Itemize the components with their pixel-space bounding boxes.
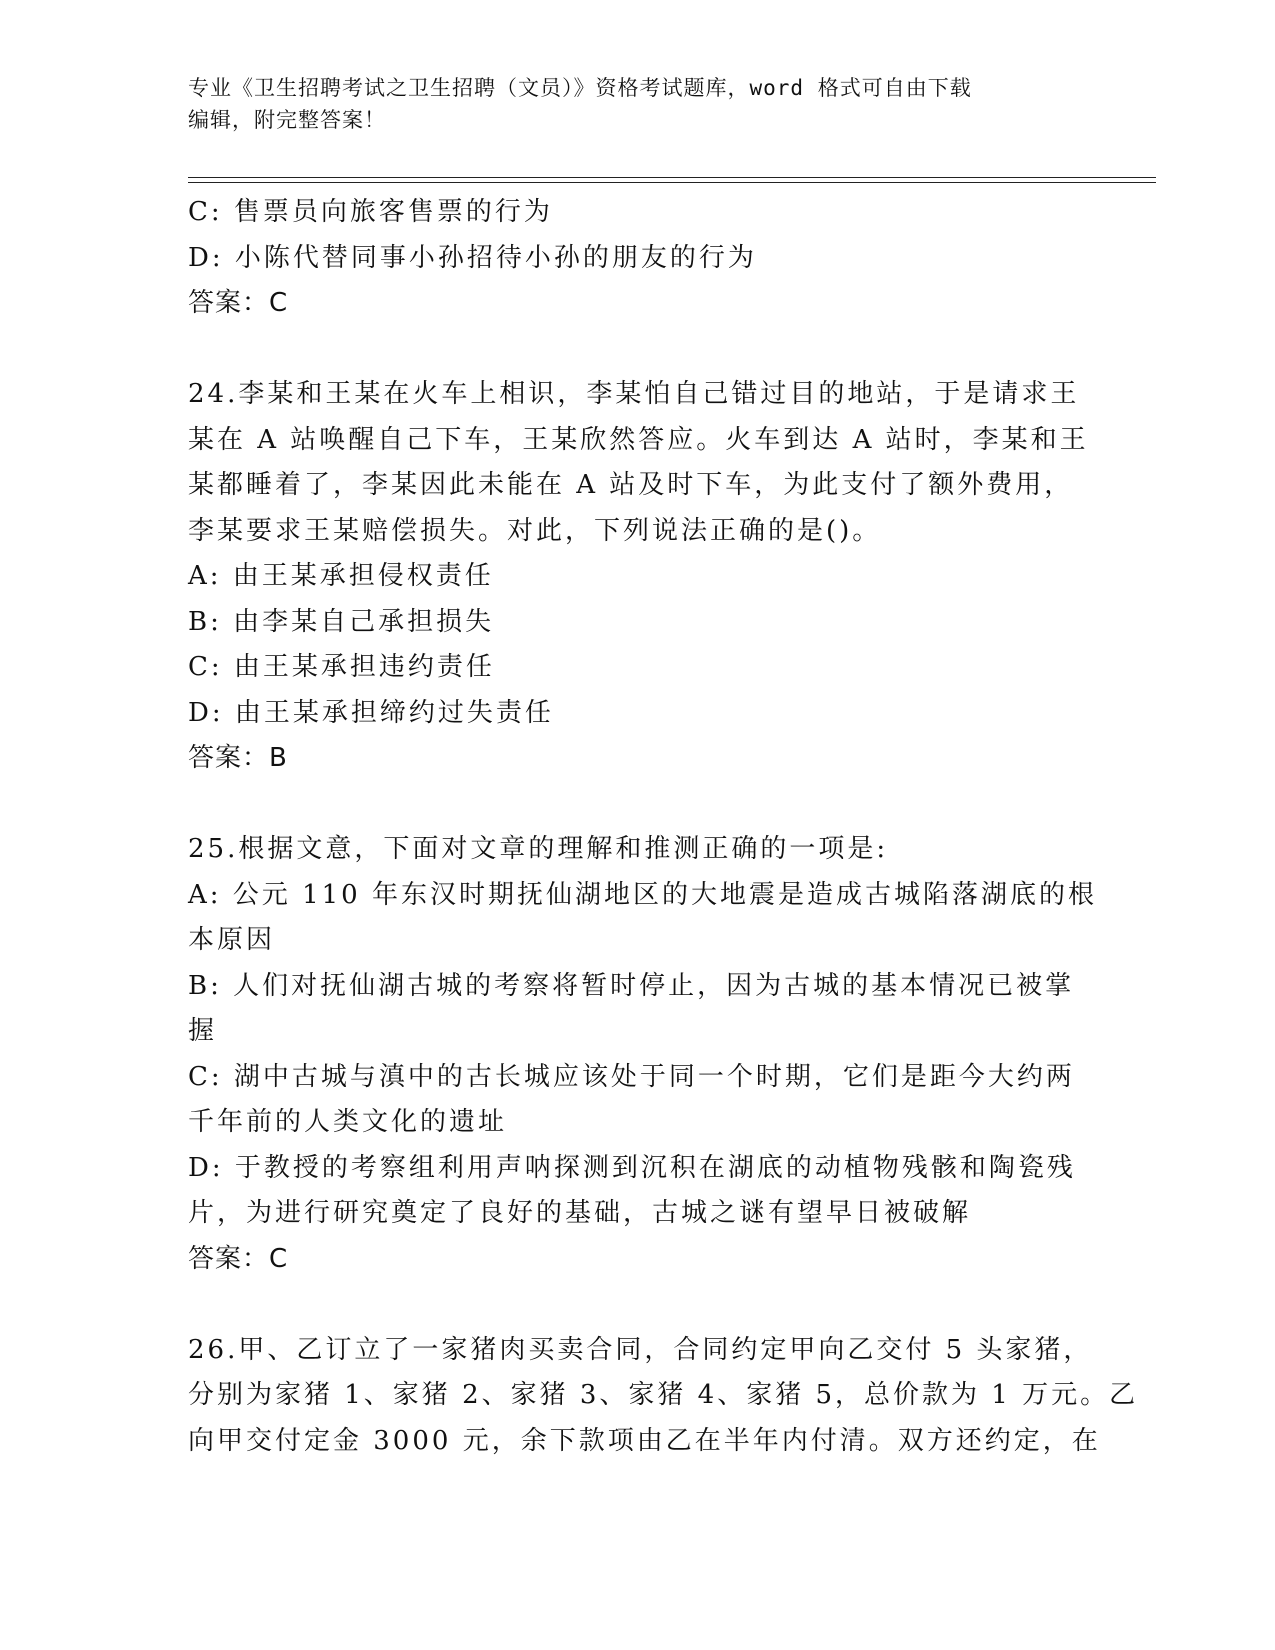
option-c: C: 湖中古城与滇中的古长城应该处于同一个时期，它们是距今大约两 — [188, 1061, 1075, 1092]
option-d-continued: 片，为进行研究奠定了良好的基础，古城之谜有望早日被破解 — [188, 1198, 972, 1228]
question-text-line: 26.甲、乙订立了一家猪肉买卖合同，合同约定甲向乙交付 5 头家猪， — [188, 1334, 1093, 1365]
spacer — [188, 327, 1088, 373]
option-a: A: 公元 110 年东汉时期抚仙湖地区的大地震是造成古城陷落湖底的根 — [188, 879, 1097, 910]
question-text-line: 向甲交付定金 3000 元，余下款项由乙在半年内付清。双方还约定，在 — [188, 1425, 1101, 1456]
question-26 — [188, 1328, 1139, 1465]
option-c-continued: 千年前的人类文化的遗址 — [188, 1107, 508, 1137]
header-line-2: 编辑，附完整答案！ — [188, 108, 386, 132]
question-text-line: 某都睡着了，李某因此未能在 A 站及时下车，为此支付了额外费用， — [188, 470, 1074, 500]
option-a: A: 由王某承担侵权责任 — [188, 561, 494, 591]
option-c: C: 售票员向旅客售票的行为 — [188, 197, 553, 227]
question-text-line: 分别为家猪 1、家猪 2、家猪 3、家猪 4、家猪 5，总价款为 1 万元。乙 — [188, 1380, 1139, 1410]
option-d: D: 小陈代替同事小孙招待小孙的朋友的行为 — [188, 242, 757, 273]
option-d: D: 于教授的考察组利用声呐探测到沉积在湖底的动植物残骸和陶瓷残 — [188, 1152, 1076, 1183]
question-24 — [188, 372, 1088, 782]
question-25 — [188, 827, 1097, 1282]
answer: 答案：C — [188, 1243, 289, 1274]
option-b-continued: 握 — [188, 1016, 218, 1046]
question-text-line: 某在 A 站唤醒自己下车，王某欣然答应。火车到达 A 站时，李某和王 — [188, 424, 1089, 455]
header-rule-top — [188, 177, 1156, 178]
answer: 答案：C — [188, 288, 289, 318]
option-b: B: 由李某自己承担损失 — [188, 606, 495, 637]
previous-question-tail — [188, 190, 1088, 327]
header-rule-bottom — [188, 182, 1156, 183]
document-header — [188, 72, 1068, 136]
answer: 答案：B — [188, 743, 288, 773]
document-body — [188, 190, 1139, 1464]
spacer — [188, 782, 1088, 828]
option-d: D: 由王某承担缔约过失责任 — [188, 697, 554, 728]
option-b: B: 人们对抚仙湖古城的考察将暂时停止，因为古城的基本情况已被掌 — [188, 970, 1075, 1001]
header-line-1: 专业《卫生招聘考试之卫生招聘（文员）》资格考试题库，word 格式可自由下载 — [188, 76, 972, 100]
question-text-line: 24.李某和王某在火车上相识，李某怕自己错过目的地站，于是请求王 — [188, 379, 1080, 409]
option-a-continued: 本原因 — [188, 925, 276, 955]
spacer — [188, 1282, 1088, 1328]
question-text-line: 25.根据文意，下面对文章的理解和推测正确的一项是: — [188, 834, 889, 864]
option-c: C: 由王某承担违约责任 — [188, 652, 495, 682]
question-text-line: 李某要求王某赔偿损失。对此，下列说法正确的是()。 — [188, 515, 882, 546]
